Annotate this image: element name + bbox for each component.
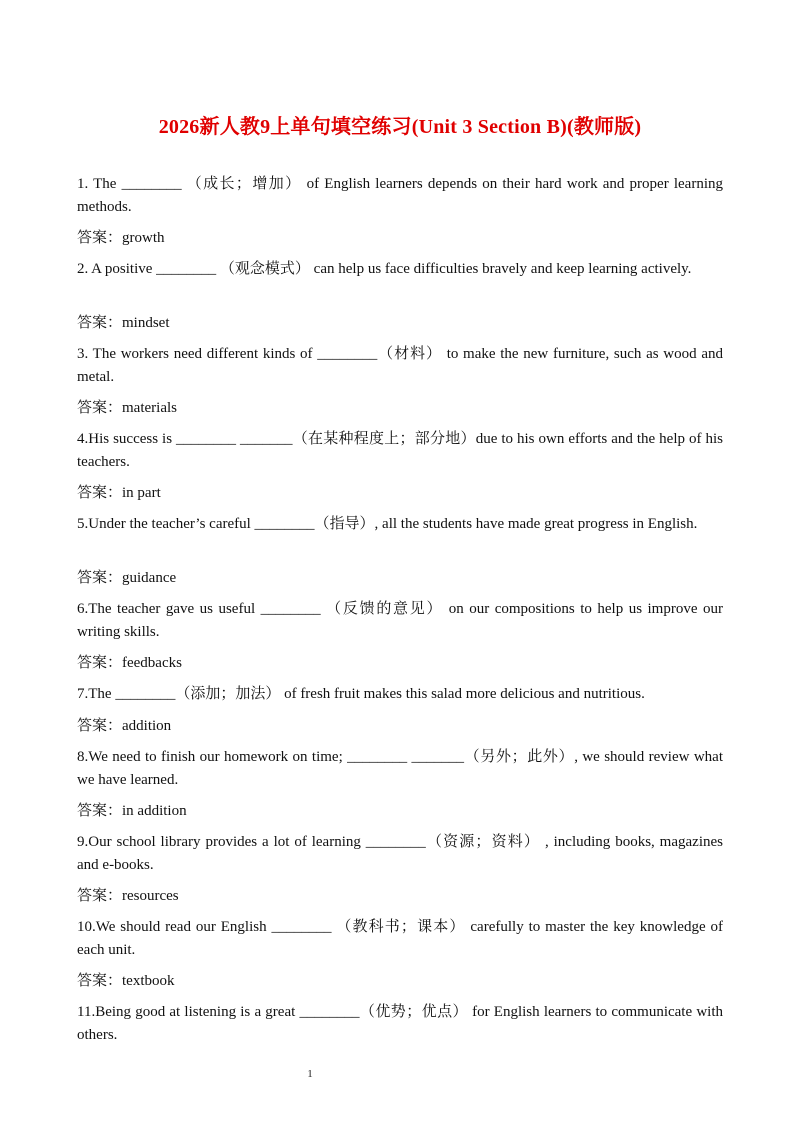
question-8: 8.We need to finish our homework on time; ________ _______（另外；此外）, we should review what we have learned.	[77, 749, 723, 788]
answer-7: 答案：addition	[77, 718, 172, 734]
answer-5: 答案：guidance	[77, 570, 177, 586]
question-2: 2. A positive ________ （观念模式） can help us face difficulties bravely and keep learning actively.	[77, 261, 692, 277]
answer-2: 答案：mindset	[77, 315, 170, 331]
answer-3: 答案：materials	[77, 400, 177, 416]
question-11: 11.Being good at listening is a great ________（优势；优点） for English learners to communicate with others.	[77, 1004, 723, 1043]
document-title: 2026新人教9上单句填空练习(Unit 3 Section B)(教师版)	[158, 116, 642, 138]
answer-4: 答案：in part	[77, 485, 161, 501]
question-10: 10.We should read our English ________ （教科书；课本） carefully to master the key knowledge of each unit.	[77, 919, 723, 958]
question-3: 3. The workers need different kinds of ________（材料） to make the new furniture, such as wood and metal.	[77, 346, 723, 385]
answer-6: 答案：feedbacks	[77, 655, 182, 671]
answer-1: 答案：growth	[77, 230, 165, 246]
question-1: 1. The ________ （成长；增加） of English learners depends on their hard work and proper learning methods.	[77, 176, 723, 215]
question-9: 9.Our school library provides a lot of learning ________（资源；资料） , including books, magazines and e-books.	[77, 834, 723, 873]
question-6: 6.The teacher gave us useful ________ （反馈的意见） on our compositions to help us improve our writing skills.	[77, 601, 723, 640]
page-number: 1	[307, 1068, 313, 1080]
answer-8: 答案：in addition	[77, 803, 187, 819]
question-5: 5.Under the teacher’s careful ________（指导）, all the students have made great progress in English.	[77, 516, 698, 532]
answer-10: 答案：textbook	[77, 973, 175, 989]
question-4: 4.His success is ________ _______（在某种程度上；部分地）due to his own efforts and the help of his teachers.	[77, 431, 723, 470]
question-7: 7.The ________（添加；加法） of fresh fruit makes this salad more delicious and nutritious.	[77, 686, 645, 702]
answer-9: 答案：resources	[77, 888, 179, 904]
